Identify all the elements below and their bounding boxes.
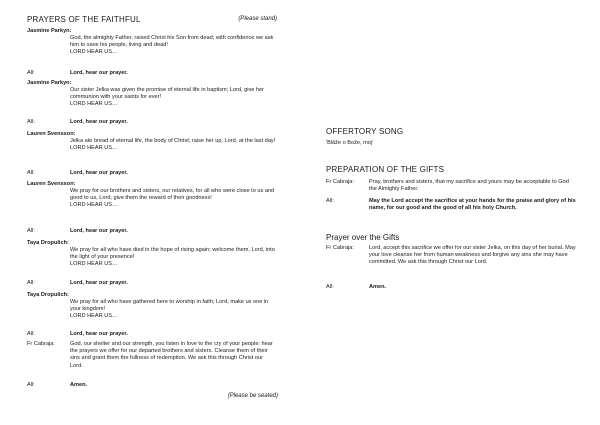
all-text: Amen. xyxy=(369,284,387,290)
preparation-title: PREPARATION OF THE GIFTS xyxy=(326,165,445,174)
refrain: LORD HEAR US… xyxy=(70,261,118,268)
response-row-6 xyxy=(27,331,277,339)
response-row-5 xyxy=(27,280,277,288)
refrain: LORD HEAR US… xyxy=(70,202,118,209)
intercession-3 xyxy=(27,131,277,152)
intercession-2 xyxy=(27,80,277,109)
intercession-text: God, the almighty Father, raised Christ his Son from dead; with confidence we ask him to save his people, living and dead! xyxy=(70,35,274,49)
priest-label: Fr Cabraja: xyxy=(326,179,354,185)
right-page xyxy=(300,0,600,425)
all-label: All: xyxy=(326,198,334,204)
response-text: Lord, hear our prayer. xyxy=(70,331,128,337)
refrain: LORD HEAR US… xyxy=(70,313,118,320)
response-label: All: xyxy=(27,382,35,388)
all-label: All: xyxy=(326,284,334,290)
response-row-4 xyxy=(27,228,277,236)
response-text: Amen. xyxy=(70,382,88,388)
response-text: Lord, hear our prayer. xyxy=(70,119,128,125)
intercession-6 xyxy=(27,292,277,321)
response-label: All: xyxy=(27,280,35,286)
intercession-text-block xyxy=(27,138,277,152)
response-label: All: xyxy=(27,331,35,337)
intercession-speaker: Lauren Svensson: xyxy=(27,131,76,137)
gifts-priest-row xyxy=(326,245,578,267)
intercession-text-block xyxy=(27,87,277,109)
intercession-text: We pray for our brothers and sisters, our relatives, for all who were close to us and good to us, Lord, give them the reward of their goodness! xyxy=(70,188,275,202)
closing-response-row xyxy=(27,382,277,390)
intercession-speaker: Lauren Svensson: xyxy=(27,181,76,187)
intercession-text: We pray for all who have gathered here to worship in faith; Lord, make us one in your kingdom! xyxy=(70,299,269,313)
intercession-text-block xyxy=(27,188,277,210)
seated-direction: (Please be seated) xyxy=(227,393,278,399)
intercession-4 xyxy=(27,181,277,210)
prayers-heading-row xyxy=(27,15,277,27)
refrain: LORD HEAR US… xyxy=(70,49,118,56)
response-text: Lord, hear our prayer. xyxy=(70,280,128,286)
offertory-hymn: 'Blâže o Bože, moj' xyxy=(326,140,374,146)
closing-text: God, our shelter and our strength, you listen in love to the cry of your people: hear the prayers we offer for our departed brothers and sisters. Cleanse them of their sins and grant them the fullness of redemption. We ask this through Christ our Lord. xyxy=(70,341,273,369)
response-label: All: xyxy=(27,170,35,176)
response-text: Lord, hear our prayer. xyxy=(70,170,128,176)
response-row-2 xyxy=(27,119,277,127)
intercession-speaker: Taya Dropulich: xyxy=(27,240,69,246)
intercession-speaker: Taya Dropulich: xyxy=(27,292,69,298)
intercession-text: We pray for all who have died in the hope of rising again; welcome them, Lord, into the light of your presence! xyxy=(70,247,275,261)
preparation-priest-row xyxy=(326,179,578,193)
response-text: Lord, hear our prayer. xyxy=(70,228,128,234)
intercession-speaker: Jasmine Parkyn: xyxy=(27,80,72,86)
offertory-title: OFFERTORY SONG xyxy=(326,127,404,136)
stand-direction: (Please stand) xyxy=(238,16,277,22)
response-row-1 xyxy=(27,70,277,78)
all-text: May the Lord accept the sacrifice at your hands for the praise and glory of his name, for our good and the good of all his holy Church. xyxy=(369,198,576,212)
response-label: All: xyxy=(27,228,35,234)
prayers-title: PRAYERS OF THE FAITHFUL xyxy=(27,15,141,24)
intercession-text-block xyxy=(27,35,277,57)
priest-text: Lord, accept this sacrifice we offer for our sister Jelka, on this day of her burial. May your love cleanse her from human weakness and forgive any sins she may have committed. We ask this through Christ our Lord. xyxy=(369,245,576,266)
refrain: LORD HEAR US… xyxy=(70,145,118,152)
intercession-text: Our sister Jelka was given the promise of eternal life in baptism; Lord, give her communion with your saints for ever! xyxy=(70,87,265,101)
priest-label: Fr Cabraja: xyxy=(326,245,354,251)
closing-speaker: Fr Cabraja: xyxy=(27,341,55,347)
gifts-prayer-title: Prayer over the Gifts xyxy=(326,233,400,242)
intercession-5 xyxy=(27,240,277,269)
refrain: LORD HEAR US… xyxy=(70,101,118,108)
response-label: All: xyxy=(27,119,35,125)
intercession-text: Jelka ate bread of eternal life, the body of Christ; raise her up, Lord, at the last day! xyxy=(70,138,276,144)
response-text: Lord, hear our prayer. xyxy=(70,70,128,76)
intercession-1 xyxy=(27,28,277,57)
closing-prayer xyxy=(27,341,277,370)
intercession-speaker: Jasmine Parkyn: xyxy=(27,28,72,34)
intercession-text-block xyxy=(27,299,277,321)
response-label: All: xyxy=(27,70,35,76)
priest-text: Pray, brothers and sisters, that my sacrifice and yours may be acceptable to God the Almighty Father. xyxy=(369,179,569,193)
preparation-all-row xyxy=(326,198,578,212)
intercession-text-block xyxy=(27,247,277,269)
gifts-all-row xyxy=(326,284,578,291)
response-row-3 xyxy=(27,170,277,178)
